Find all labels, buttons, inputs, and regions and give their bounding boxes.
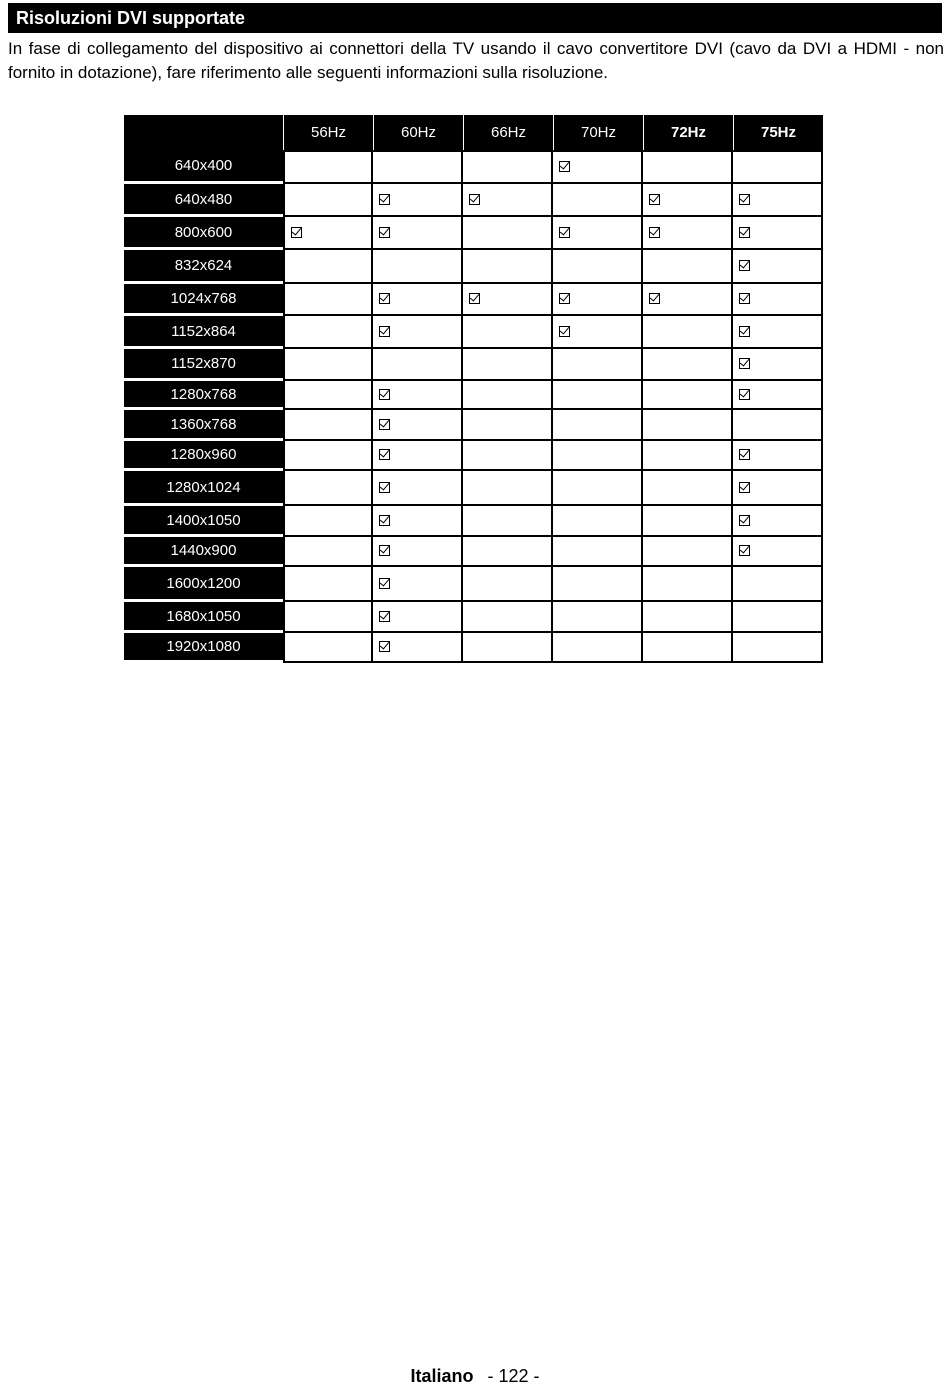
table-row <box>124 410 823 441</box>
resolution-label: 1280x960 <box>124 441 283 471</box>
table-cell <box>373 150 463 184</box>
table-cell <box>643 602 733 633</box>
table-cell <box>283 567 373 602</box>
table-row <box>124 441 823 471</box>
table-cell <box>643 506 733 537</box>
table-cell <box>733 349 823 381</box>
page-number: - 122 - <box>487 1366 540 1386</box>
resolution-label: 1280x768 <box>124 381 283 410</box>
resolution-label: 800x600 <box>124 217 283 250</box>
table-cell <box>643 410 733 441</box>
column-header-72hz: 72Hz <box>643 115 733 150</box>
table-cell <box>373 506 463 537</box>
table-cell <box>733 184 823 217</box>
resolution-label: 832x624 <box>124 250 283 284</box>
resolution-label: 1680x1050 <box>124 602 283 633</box>
column-header-60hz: 60Hz <box>373 115 463 150</box>
footer-language: Italiano <box>410 1366 474 1386</box>
table-row <box>124 633 823 663</box>
table-cell <box>553 217 643 250</box>
table-body <box>124 150 823 663</box>
table-cell <box>643 150 733 184</box>
checkbox-checked-icon <box>291 227 302 238</box>
checkbox-checked-icon <box>649 194 660 205</box>
column-header-56hz: 56Hz <box>283 115 373 150</box>
column-header-70hz: 70Hz <box>553 115 643 150</box>
checkbox-checked-icon <box>379 641 390 652</box>
table-row <box>124 349 823 381</box>
checkbox-checked-icon <box>469 194 480 205</box>
checkbox-checked-icon <box>649 293 660 304</box>
table-cell <box>733 602 823 633</box>
checkbox-checked-icon <box>559 293 570 304</box>
resolution-label: 1400x1050 <box>124 506 283 537</box>
table-cell <box>643 217 733 250</box>
checkbox-checked-icon <box>739 326 750 337</box>
intro-paragraph: In fase di collegamento del dispositivo ai connettori della TV usando il cavo convertitore DVI (cavo da DVI a HDMI - non fornito in dotazione), fare riferimento alle seguenti informazioni sulla risoluzione. <box>8 39 944 82</box>
table-row <box>124 250 823 284</box>
table-cell <box>553 537 643 567</box>
resolution-label: 640x480 <box>124 184 283 217</box>
table-cell <box>463 250 553 284</box>
resolution-label: 640x400 <box>124 150 283 184</box>
table-cell <box>733 633 823 663</box>
table-cell <box>733 250 823 284</box>
table-cell <box>463 633 553 663</box>
table-row <box>124 381 823 410</box>
table-cell <box>373 284 463 316</box>
checkbox-checked-icon <box>379 419 390 430</box>
table-cell <box>643 184 733 217</box>
table-cell <box>373 567 463 602</box>
table-cell <box>283 184 373 217</box>
table-cell <box>553 184 643 217</box>
checkbox-checked-icon <box>559 161 570 172</box>
table-cell <box>373 217 463 250</box>
table-cell <box>553 150 643 184</box>
resolution-label: 1152x870 <box>124 349 283 381</box>
table-cell <box>283 316 373 349</box>
table-cell <box>283 410 373 441</box>
table-cell <box>643 471 733 506</box>
table-cell <box>553 316 643 349</box>
table-cell <box>463 506 553 537</box>
table-cell <box>733 537 823 567</box>
table-row <box>124 316 823 349</box>
table-corner <box>124 115 283 150</box>
table-cell <box>553 441 643 471</box>
checkbox-checked-icon <box>739 545 750 556</box>
table-cell <box>373 633 463 663</box>
page-footer <box>0 1366 950 1387</box>
table-cell <box>643 284 733 316</box>
table-cell <box>283 381 373 410</box>
checkbox-checked-icon <box>379 578 390 589</box>
table-cell <box>553 633 643 663</box>
table-cell <box>733 284 823 316</box>
table-row <box>124 471 823 506</box>
table-cell <box>553 410 643 441</box>
checkbox-checked-icon <box>379 227 390 238</box>
table-cell <box>643 381 733 410</box>
table-cell <box>733 471 823 506</box>
table-cell <box>463 150 553 184</box>
table-cell <box>283 349 373 381</box>
checkbox-checked-icon <box>379 326 390 337</box>
checkbox-checked-icon <box>739 194 750 205</box>
table-cell <box>553 284 643 316</box>
checkbox-checked-icon <box>379 449 390 460</box>
table-cell <box>733 217 823 250</box>
table-cell <box>373 471 463 506</box>
table-cell <box>373 250 463 284</box>
table-cell <box>733 567 823 602</box>
table-cell <box>463 602 553 633</box>
table-row <box>124 284 823 316</box>
checkbox-checked-icon <box>739 482 750 493</box>
table-cell <box>733 410 823 441</box>
table-cell <box>643 633 733 663</box>
table-cell <box>283 537 373 567</box>
table-cell <box>643 567 733 602</box>
table-row <box>124 150 823 184</box>
table-cell <box>463 471 553 506</box>
table-cell <box>283 284 373 316</box>
table-cell <box>463 410 553 441</box>
table-cell <box>463 284 553 316</box>
table-cell <box>373 602 463 633</box>
table-cell <box>643 441 733 471</box>
table-cell <box>463 184 553 217</box>
table-cell <box>463 316 553 349</box>
checkbox-checked-icon <box>559 326 570 337</box>
table-cell <box>463 349 553 381</box>
table-cell <box>373 184 463 217</box>
table-cell <box>733 316 823 349</box>
checkbox-checked-icon <box>379 515 390 526</box>
table-cell <box>463 537 553 567</box>
resolution-label: 1920x1080 <box>124 633 283 663</box>
table-cell <box>553 602 643 633</box>
checkbox-checked-icon <box>379 482 390 493</box>
column-header-75hz: 75Hz <box>733 115 823 150</box>
checkbox-checked-icon <box>379 389 390 400</box>
checkbox-checked-icon <box>379 194 390 205</box>
table-cell <box>283 217 373 250</box>
table-header-row <box>124 115 823 150</box>
table-cell <box>283 250 373 284</box>
table-cell <box>733 441 823 471</box>
checkbox-checked-icon <box>739 358 750 369</box>
table-cell <box>463 441 553 471</box>
table-cell <box>553 381 643 410</box>
column-header-66hz: 66Hz <box>463 115 553 150</box>
table-cell <box>283 602 373 633</box>
table-cell <box>553 567 643 602</box>
table-cell <box>373 410 463 441</box>
checkbox-checked-icon <box>739 227 750 238</box>
table-row <box>124 184 823 217</box>
table-row <box>124 506 823 537</box>
resolution-label: 1440x900 <box>124 537 283 567</box>
checkbox-checked-icon <box>739 260 750 271</box>
checkbox-checked-icon <box>559 227 570 238</box>
resolution-label: 1152x864 <box>124 316 283 349</box>
checkbox-checked-icon <box>739 515 750 526</box>
table-row <box>124 537 823 567</box>
table-cell <box>283 633 373 663</box>
resolution-label: 1360x768 <box>124 410 283 441</box>
table-row <box>124 567 823 602</box>
checkbox-checked-icon <box>739 293 750 304</box>
table-cell <box>553 471 643 506</box>
table-cell <box>643 250 733 284</box>
table-cell <box>283 506 373 537</box>
table-cell <box>463 381 553 410</box>
table-cell <box>733 150 823 184</box>
checkbox-checked-icon <box>379 611 390 622</box>
checkbox-checked-icon <box>379 545 390 556</box>
table-cell <box>553 349 643 381</box>
section-title: Risoluzioni DVI supportate <box>8 3 942 33</box>
table-row <box>124 602 823 633</box>
table-cell <box>373 441 463 471</box>
resolution-label: 1280x1024 <box>124 471 283 506</box>
resolution-label: 1600x1200 <box>124 567 283 602</box>
table-cell <box>733 381 823 410</box>
table-cell <box>733 506 823 537</box>
table-cell <box>553 506 643 537</box>
table-cell <box>283 441 373 471</box>
table-row <box>124 217 823 250</box>
resolution-label: 1024x768 <box>124 284 283 316</box>
table-cell <box>643 316 733 349</box>
table-cell <box>373 316 463 349</box>
resolution-table <box>124 115 823 663</box>
table-cell <box>643 349 733 381</box>
table-cell <box>373 349 463 381</box>
checkbox-checked-icon <box>379 293 390 304</box>
table-cell <box>463 567 553 602</box>
table-cell <box>283 150 373 184</box>
table-cell <box>643 537 733 567</box>
checkbox-checked-icon <box>739 449 750 460</box>
table-cell <box>463 217 553 250</box>
table-cell <box>373 537 463 567</box>
checkbox-checked-icon <box>469 293 480 304</box>
table-cell <box>553 250 643 284</box>
checkbox-checked-icon <box>649 227 660 238</box>
table-cell <box>373 381 463 410</box>
table-cell <box>283 471 373 506</box>
checkbox-checked-icon <box>739 389 750 400</box>
